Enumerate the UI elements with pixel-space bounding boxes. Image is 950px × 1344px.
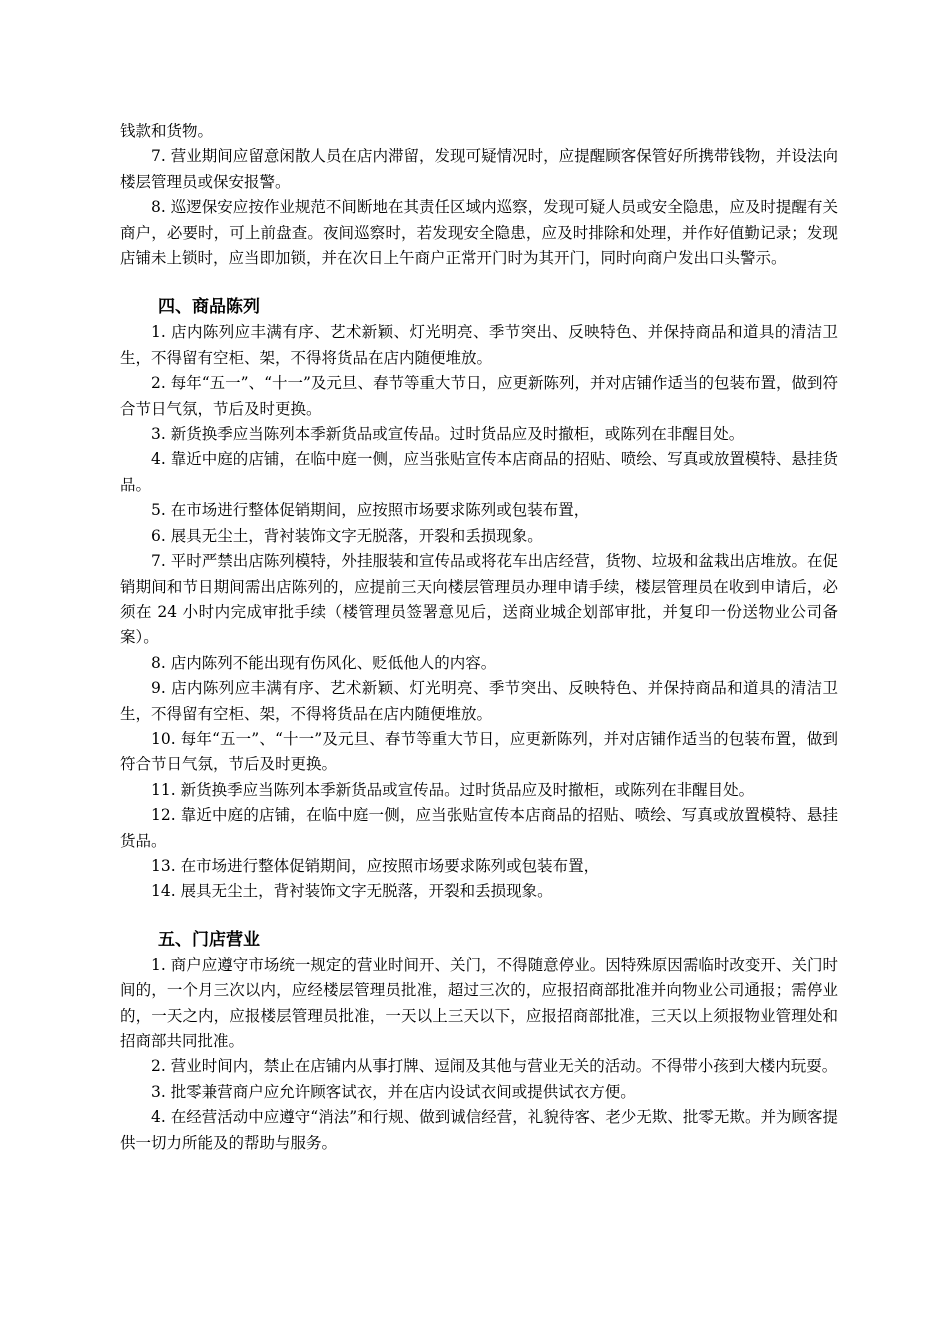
section-heading-store-operation: 五、门店营业 xyxy=(158,929,260,950)
paragraph: 7. 平时严禁出店陈列模特，外挂服装和宣传品或将花车出店经营，货物、垃圾和盆栽出店堆放。在促销期间和节日期间需出店陈列的，应提前三天向楼层管理员办理申请手续，楼层管理员在收到申请后，必须在 24 小时内完成审批手续（楼管理员签署意见后，送商业城企划部审批，并复印一份送物业公司备案）。 xyxy=(120,552,838,647)
paragraph: 3. 批零兼营商户应允许顾客试衣，并在店内设试衣间或提供试衣方便。 xyxy=(151,1082,636,1101)
section-spacer xyxy=(120,271,838,294)
paragraph: 11. 新货换季应当陈列本季新货品或宣传品。过时货品应及时撤柜，或陈列在非醒目处。 xyxy=(151,780,755,799)
document-body xyxy=(120,119,838,1156)
paragraph: 8. 巡逻保安应按作业规范不间断地在其责任区域内巡察，发现可疑人员或安全隐患，应及时提醒有关商户，必要时，可上前盘查。夜间巡察时，若发现安全隐患，应及时排除和处理，并作好值勤记录；发现店铺未上锁时，应当即加锁，并在次日上午商户正常开门时为其开门，同时向商户发出口头警示。 xyxy=(120,198,838,268)
section-heading-product-display: 四、商品陈列 xyxy=(158,297,260,318)
paragraph: 1. 商户应遵守市场统一规定的营业时间开、关门，不得随意停业。因特殊原因需临时改变开、关门时间的，一个月三次以内，应经楼层管理员批准，超过三次的，应报招商部批准并向物业公司通报；需停业的，一天之内，应报楼层管理员批准，一天以上三天以下，应报招商部批准，三天以上须报物业管理处和招商部共同批准。 xyxy=(120,955,838,1050)
section-spacer xyxy=(120,905,838,927)
paragraph: 2. 营业时间内，禁止在店铺内从事打牌、逗闹及其他与营业无关的活动。不得带小孩到大楼内玩耍。 xyxy=(151,1057,838,1076)
paragraph: 4. 在经营活动中应遵守“消法”和行规、做到诚信经营，礼貌待客、老少无欺、批零无欺。并为顾客提供一切力所能及的帮助与服务。 xyxy=(120,1108,838,1152)
paragraph: 6. 展具无尘土，背衬装饰文字无脱落，开裂和丢损现象。 xyxy=(151,526,543,545)
paragraph: 2. 每年“五一”、“十一”及元旦、春节等重大节日，应更新陈列，并对店铺作适当的包装布置，做到符合节日气氛，节后及时更换。 xyxy=(120,374,838,418)
paragraph: 9. 店内陈列应丰满有序、艺术新颖、灯光明亮、季节突出、反映特色、并保持商品和道具的清洁卫生，不得留有空柜、架，不得将货品在店内随便堆放。 xyxy=(120,679,839,723)
paragraph: 钱款和货物。 xyxy=(120,122,214,140)
paragraph: 14. 展具无尘土，背衬装饰文字无脱落，开裂和丢损现象。 xyxy=(151,882,553,901)
paragraph: 7. 营业期间应留意闲散人员在店内滞留，发现可疑情况时，应提醒顾客保管好所携带钱物，并设法向楼层管理员或保安报警。 xyxy=(120,147,838,191)
paragraph: 1. 店内陈列应丰满有序、艺术新颖、灯光明亮、季节突出、反映特色、并保持商品和道具的清洁卫生，不得留有空柜、架，不得将货品在店内随便堆放。 xyxy=(120,323,839,367)
paragraph: 10. 每年“五一”、“十一”及元旦、春节等重大节日，应更新陈列，并对店铺作适当的包装布置，做到符合节日气氛，节后及时更换。 xyxy=(120,729,838,774)
paragraph: 4. 靠近中庭的店铺，在临中庭一侧，应当张贴宣传本店商品的招贴、喷绘、写真或放置模特、悬挂货品。 xyxy=(120,450,838,494)
paragraph: 13. 在市场进行整体促销期间，应按照市场要求陈列或包装布置， xyxy=(151,856,600,875)
paragraph: 3. 新货换季应当陈列本季新货品或宣传品。过时货品应及时撤柜，或陈列在非醒目处。 xyxy=(151,425,745,444)
paragraph: 8. 店内陈列不能出现有伤风化、贬低他人的内容。 xyxy=(151,653,497,672)
paragraph: 12. 靠近中庭的店铺，在临中庭一侧，应当张贴宣传本店商品的招贴、喷绘、写真或放置模特、悬挂货品。 xyxy=(120,806,838,850)
paragraph: 5. 在市场进行整体促销期间，应按照市场要求陈列或包装布置， xyxy=(151,501,590,520)
